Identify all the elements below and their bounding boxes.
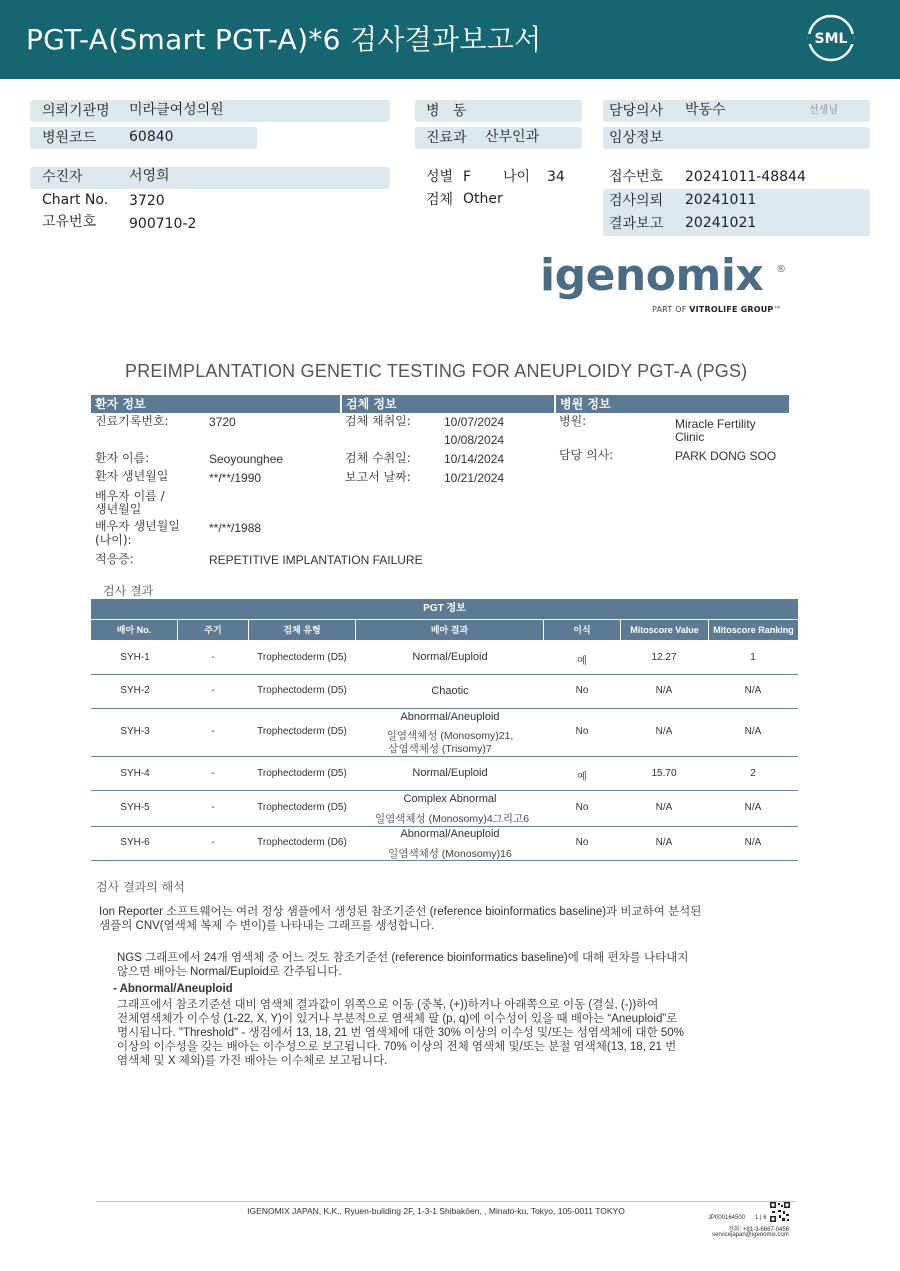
sex-label: 성별 (426, 169, 454, 185)
transfer: No (575, 837, 589, 848)
collection-date-label: 검체 채취일: (345, 414, 411, 428)
igenomix-tagline-prefix: PART OF (652, 305, 690, 314)
igenomix-tagline-brand: VITROLIFE GROUP (689, 305, 774, 314)
cycle: - (211, 802, 215, 813)
aneuploid-heading-text: - Abnormal/Aneuploid (113, 983, 233, 995)
sex-value: F (463, 169, 472, 185)
doctor-label: 담당의사 (609, 103, 664, 119)
igenomix-tagline (652, 305, 782, 314)
sml-logo-icon (806, 12, 856, 64)
embryo-id: SYH-6 (120, 837, 150, 848)
pgt-table-title: PGT 정보 (91, 599, 798, 619)
report-date-label: 결과보고 (609, 216, 664, 232)
interpretation-p3-line2: 전체염색체가 이수성 (1-22, X, Y)이 있거나 부분적으로 염색체 팔 (p, q)에 이수성이 있을 때 배아는 “Aneuploid”로 (117, 1013, 678, 1025)
col-header-result: 배아 결과 (356, 620, 543, 640)
partner-dob-value: **/**/1988 (209, 521, 262, 535)
receipt-label: 접수번호 (609, 169, 664, 185)
embryo-result: Normal/Euploid (412, 651, 488, 663)
received-date-label: 검체 수취일: (345, 451, 411, 465)
embryo-result: Abnormal/Aneuploid (400, 828, 500, 840)
attending-doctor-value: PARK DONG SOO (675, 449, 777, 463)
col-header-mitoscore-value: Mitoscore Value (621, 620, 708, 640)
clinical-label: 임상정보 (609, 130, 664, 146)
embryo-id: SYH-2 (120, 685, 150, 696)
embryo-result: Complex Abnormal (403, 793, 497, 805)
collection-date-value-2: 10/08/2024 (444, 433, 505, 447)
table-row-divider (91, 790, 798, 791)
patient-label: 수진자 (42, 169, 83, 185)
partner-dob-label-1: 배우자 생년월일 (95, 519, 180, 533)
transfer: No (575, 685, 589, 696)
transfer: No (575, 726, 589, 737)
qr-code-icon (770, 1202, 790, 1222)
col-header-transfer: 이식 (544, 620, 620, 640)
specimen-type: Trophectoderm (D5) (257, 685, 347, 696)
mitoscore-value: N/A (655, 726, 673, 737)
col-header-specimen-type: 검체 유형 (249, 620, 355, 640)
mitoscore-value: N/A (655, 837, 673, 848)
attending-doctor-label: 담당 의사: (559, 448, 614, 462)
request-value: 20241011 (685, 192, 757, 208)
unique-no-value: 900710-2 (129, 216, 197, 232)
embryo-id: SYH-4 (120, 768, 150, 779)
patient-dob-label: 환자 생년월일 (95, 469, 169, 483)
interpretation-p3-line3: 명시됩니다. "Threshold" - 생검에서 13, 18, 21 번 염색체에 대한 30% 이상의 이수성 및/또는 성염색체에 대한 50% (117, 1027, 684, 1039)
hospital-name-value-1: Miracle Fertility (675, 417, 756, 431)
department-value: 산부인과 (485, 129, 540, 145)
receipt-value: 20241011-48844 (685, 169, 806, 185)
cycle: - (211, 726, 215, 737)
report-date-value: 20241021 (685, 215, 757, 231)
department-label: 진료과 (426, 130, 467, 146)
footer-code: JP000164500 (708, 1215, 746, 1221)
pgt-report-title: PREIMPLANTATION GENETIC TESTING FOR ANEUPLOIDY PGT-A (PGS) (125, 361, 748, 381)
patient-info-header: 환자 정보 (91, 395, 340, 413)
mitoscore-value: 12.27 (651, 652, 677, 663)
report-issue-label: 보고서 날짜: (345, 470, 411, 484)
embryo-result-detail: 일염색체성 (Monosomy)4그리고6 (374, 813, 530, 825)
specimen-type: Trophectoderm (D5) (257, 652, 347, 663)
interpretation-p2-line2: 않으면 배아는 Normal/Euploid로 간주됩니다. (117, 966, 342, 978)
received-date-value: 10/14/2024 (444, 452, 505, 466)
interpretation-heading: 검사 결과의 해석 (96, 880, 185, 894)
patient-name-value: Seoyounghee (209, 452, 284, 466)
transfer: No (575, 802, 589, 813)
mitoscore-ranking: 2 (750, 768, 756, 779)
chart-no-value: 3720 (129, 193, 165, 209)
specimen-value: Other (463, 191, 503, 207)
interpretation-p3-line1: 그래프에서 참조기준선 대비 염색체 결과값이 위쪽으로 이동 (중복, (+))하거나 아래쪽으로 이동 (결실, (-))하여 (117, 999, 659, 1011)
hospital-info-header: 병원 정보 (556, 395, 789, 413)
patient-name-label: 환자 이름: (95, 451, 150, 465)
patient-row (30, 167, 390, 189)
doctor-value: 박동수 (685, 102, 726, 118)
patient-value: 서영희 (129, 168, 170, 184)
cycle: - (211, 685, 215, 696)
partner-name-label-2: 생년월일 (95, 502, 142, 516)
transfer: 예 (577, 656, 587, 667)
partner-dob-label-2: (나이): (95, 533, 132, 547)
interpretation-p1-line2: 샘플의 CNV(염색체 복제 수 변이)를 나타내는 그래프를 생성합니다. (99, 920, 435, 932)
transfer: 예 (577, 772, 587, 783)
mitoscore-ranking: 1 (750, 652, 756, 663)
igenomix-wordmark: igenomix (540, 250, 764, 301)
embryo-id: SYH-1 (120, 652, 150, 663)
mitoscore-ranking: N/A (744, 802, 762, 813)
col-header-cycle: 주기 (178, 620, 248, 640)
doctor-suffix: 선생님 (809, 105, 838, 116)
specimen-type: Trophectoderm (D5) (257, 726, 347, 737)
interpretation-p3-line4: 이상의 이수성을 갖는 배아는 이수성으로 보고됩니다. 70% 이상의 전체 염색체 및/또는 분절 염색체(13, 18, 21 번 (117, 1041, 677, 1053)
igenomix-logo (540, 250, 790, 320)
institution-value: 미라클여성의원 (129, 102, 224, 118)
results-heading: 검사 결과 (103, 584, 154, 598)
col-header-embryo: 배아 No. (91, 620, 177, 640)
embryo-result-detail-2: 삼염색체성 (Trisomy)7 (388, 743, 492, 755)
request-label: 검사의뢰 (609, 193, 664, 209)
institution-label: 의뢰기관명 (42, 103, 110, 119)
igenomix-tagline-suffix: ™ (773, 305, 782, 314)
embryo-id: SYH-5 (120, 802, 150, 813)
age-label: 나이 (503, 169, 531, 185)
footer-phone: 전화: +81-3-6667-0456 (728, 1227, 790, 1233)
footer-divider (96, 1201, 796, 1202)
mitoscore-value: N/A (655, 685, 673, 696)
report-issue-value: 10/21/2024 (444, 471, 505, 485)
table-row-divider (91, 826, 798, 827)
hospital-name-label: 병원: (559, 414, 587, 428)
ward-label: 병 동 (426, 103, 467, 119)
sml-logo-text: SML (814, 31, 848, 47)
record-no-value: 3720 (209, 415, 236, 429)
cycle: - (211, 837, 215, 848)
interpretation-p2-line1: NGS 그래프에서 24개 염색체 중 어느 것도 참조기준선 (reference bioinformatics baseline)에 대해 편차를 나타내지 (117, 952, 689, 964)
indication-value: REPETITIVE IMPLANTATION FAILURE (209, 553, 423, 567)
cycle: - (211, 768, 215, 779)
specimen-type: Trophectoderm (D5) (257, 768, 347, 779)
chart-no-label: Chart No. (42, 192, 109, 208)
report-header-bar (0, 0, 900, 79)
footer-email: servicejapan@igenomix.com (712, 1232, 789, 1238)
indication-label: 적응증: (95, 552, 134, 566)
embryo-result: Abnormal/Aneuploid (400, 711, 500, 723)
report-title: PGT-A(Smart PGT-A)*6 검사결과보고서 (26, 23, 542, 56)
hospital-code-label: 병원코드 (42, 130, 97, 146)
embryo-result: Normal/Euploid (412, 767, 488, 779)
patient-dob-value: **/**/1990 (209, 471, 262, 485)
table-row-divider (91, 708, 798, 709)
age-value: 34 (547, 169, 565, 185)
interpretation-p3-line5: 염색체 및 X 제외)를 가진 배아는 이수체로 보고됩니다. (117, 1055, 388, 1067)
table-row-divider (91, 674, 798, 675)
footer-address: IGENOMIX JAPAN, K.K., Ryuen-building 2F, 1-3-1 Shibakōen, , Minato-ku, Tokyo, 105-0011 TOKYO (247, 1206, 625, 1216)
hospital-code-value: 60840 (129, 129, 174, 145)
igenomix-registered-mark: ® (776, 264, 786, 275)
mitoscore-ranking: N/A (744, 837, 762, 848)
embryo-result: Chaotic (431, 685, 469, 697)
mitoscore-ranking: N/A (744, 726, 762, 737)
cycle: - (211, 652, 215, 663)
table-row-divider (91, 756, 798, 757)
specimen-type: Trophectoderm (D6) (257, 837, 347, 848)
specimen-type: Trophectoderm (D5) (257, 802, 347, 813)
specimen-label: 검체 (426, 192, 454, 208)
embryo-result-detail: 일염색체성 (Monosomy)21, (386, 730, 514, 742)
hospital-name-value-2: Clinic (675, 430, 705, 444)
interpretation-aneuploid-heading (113, 982, 233, 996)
embryo-result-detail: 일염색체성 (Monosomy)16 (388, 848, 512, 860)
interpretation-p1-line1: Ion Reporter 소프트웨어는 여러 정상 샘플에서 생성된 참조기준선 (reference bioinformatics baseline)과 비교하여 분석된 (99, 906, 702, 918)
col-header-mitoscore-ranking: Mitoscore Ranking (709, 620, 798, 640)
mitoscore-value: N/A (655, 802, 673, 813)
mitoscore-ranking: N/A (744, 685, 762, 696)
unique-no-label: 고유번호 (42, 214, 97, 230)
specimen-info-header: 검체 정보 (342, 395, 554, 413)
partner-name-label-1: 배우자 이름 / (95, 489, 165, 503)
footer-page: 1 | 6 (755, 1215, 767, 1221)
mitoscore-value: 15.70 (651, 768, 677, 779)
record-no-label: 진료기록번호: (95, 414, 169, 428)
collection-date-value-1: 10/07/2024 (444, 415, 505, 429)
embryo-id: SYH-3 (120, 726, 150, 737)
